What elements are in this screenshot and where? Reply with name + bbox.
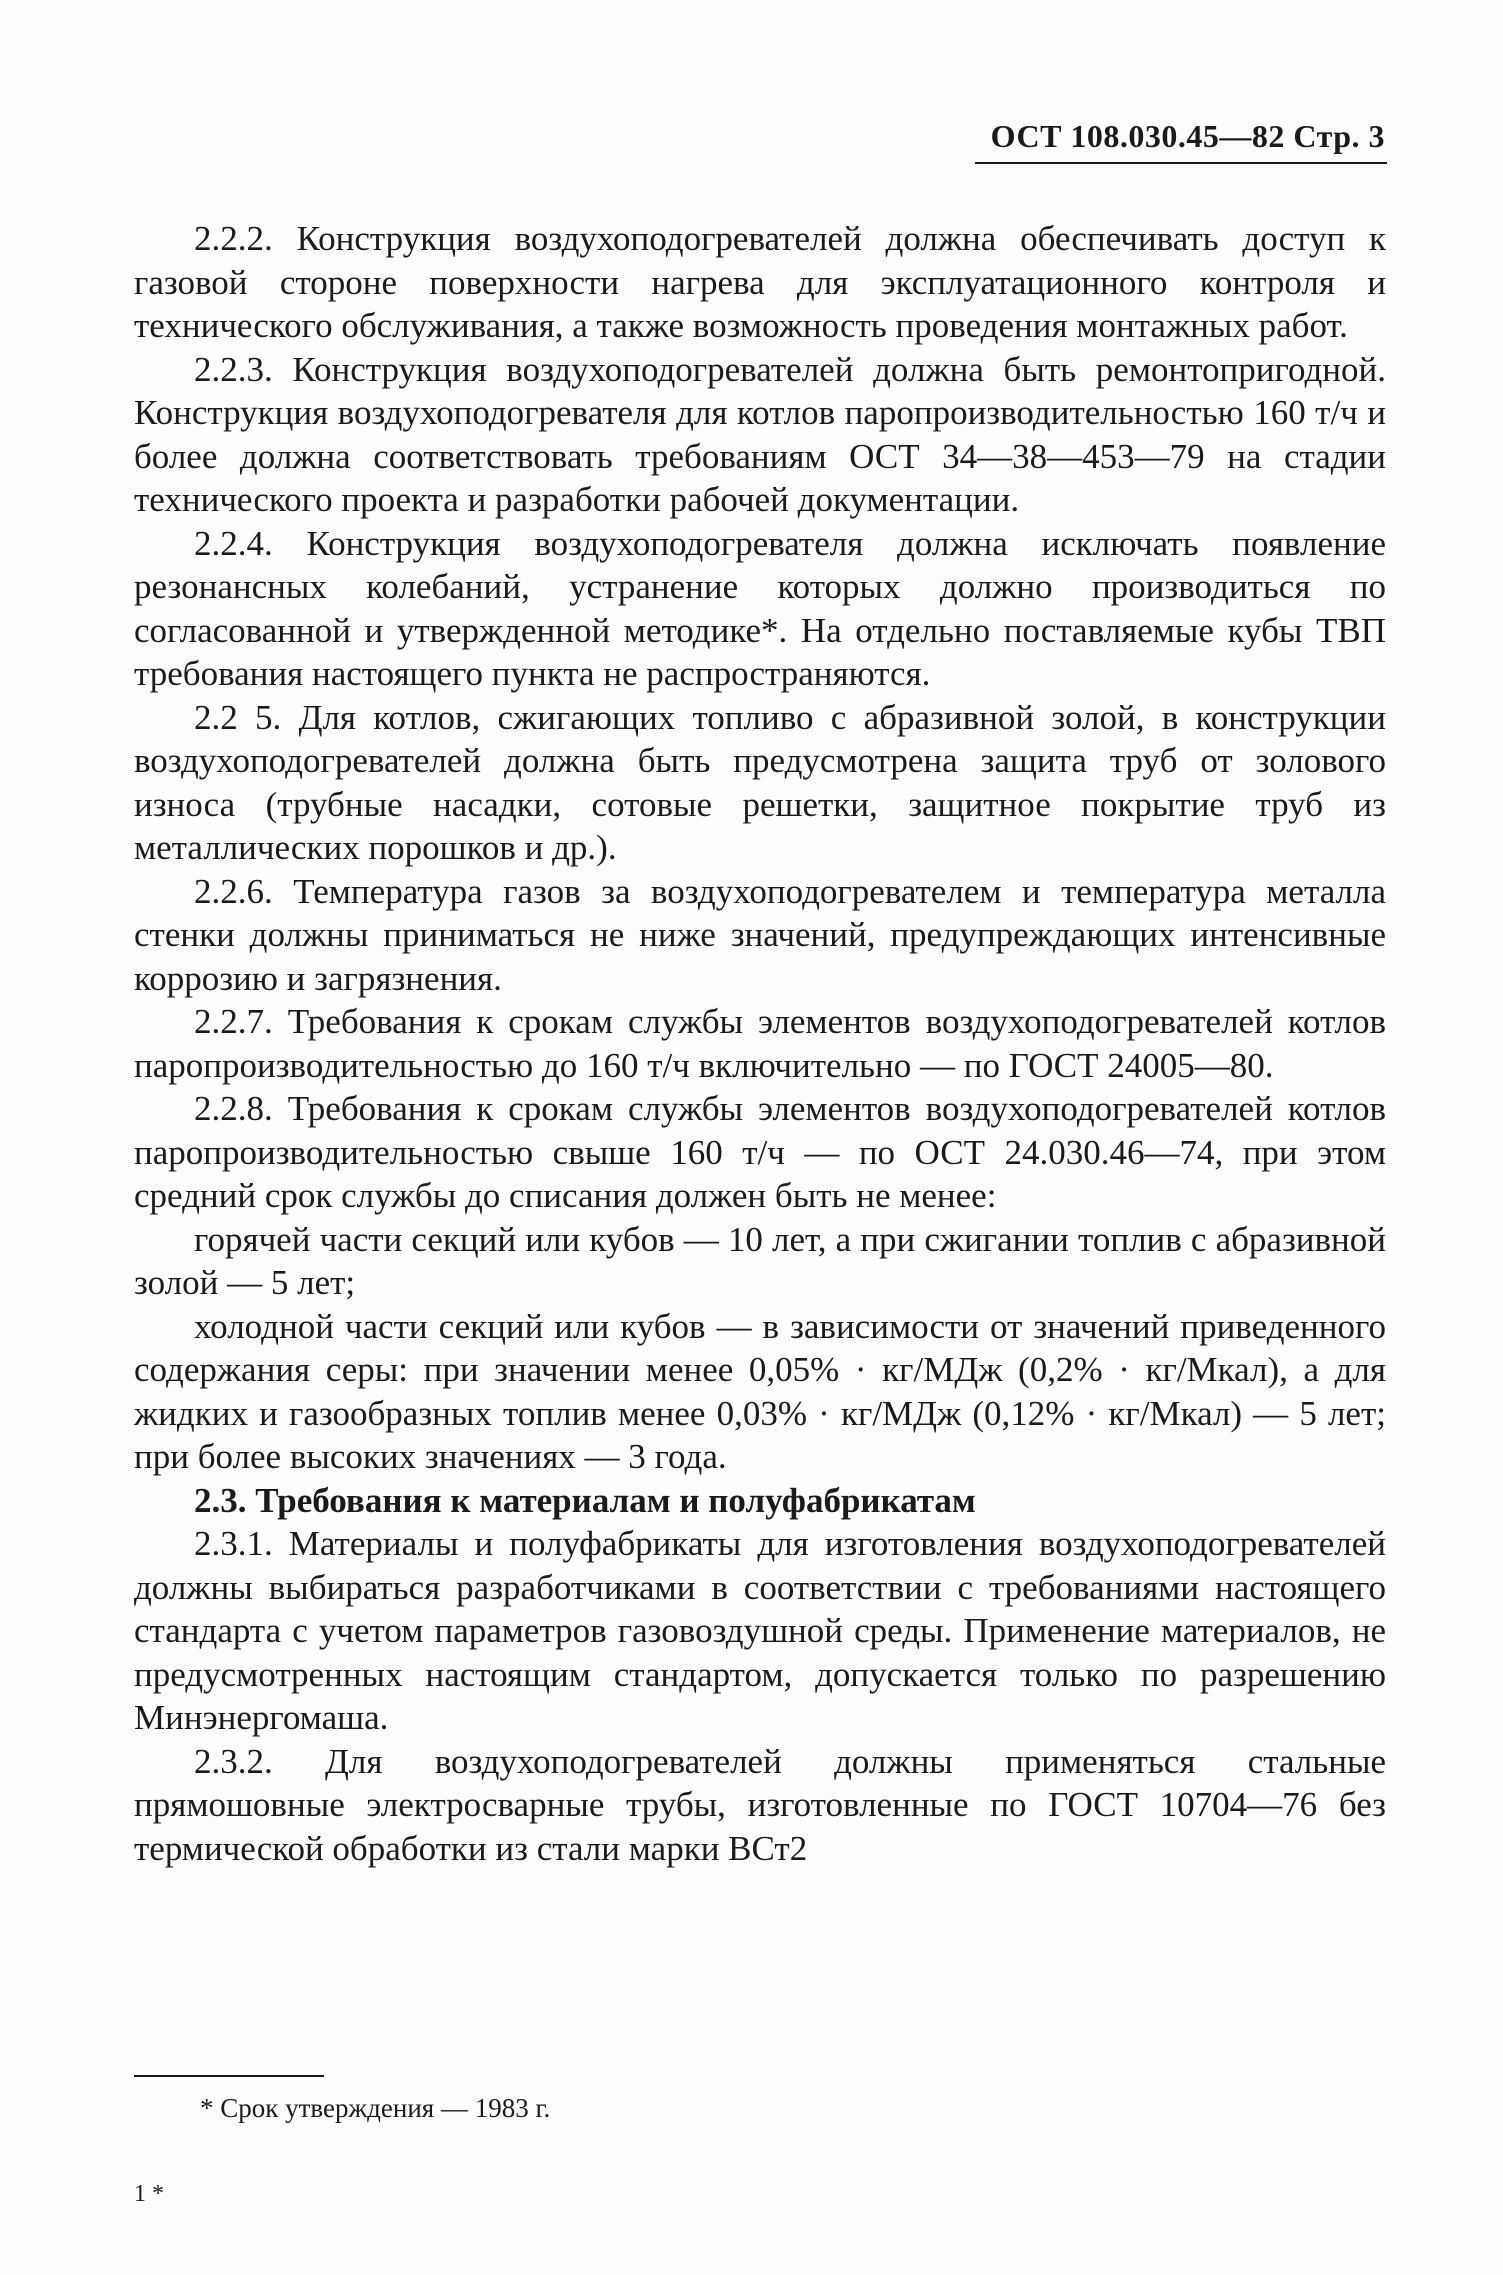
header-rule <box>975 162 1387 164</box>
paragraph-2-3-2: 2.3.2. Для воздухоподогревателей должны применяться стальные прямошовные электросварные трубы, изготовленные по ГОСТ 10704—76 без термической обработки из стали марки ВСт2 <box>134 1741 1386 1868</box>
document-body <box>134 217 1386 1870</box>
section-heading: 2.3. Требования к материалам и полуфабрикатам <box>194 1480 976 1520</box>
paragraph-2-2-4: 2.2.4. Конструкция воздухоподогревателя должна исключать появление резонансных колебаний, устранение которых должно производиться по согласованной и утвержденной методике*. На отдельно поставляемые кубы ТВП требования настоящего пункта не распространяются. <box>134 523 1386 693</box>
paragraph-2-2-8: 2.2.8. Требования к срокам службы элементов воздухоподогревателей котлов паропроизводительностью свыше 160 т/ч — по ОСТ 24.030.46—74, при этом средний срок службы до списания должен быть не менее: <box>134 1089 1386 1215</box>
list-item-hot-part: горячей части секций или кубов — 10 лет, а при сжигании топлив с абразивной золой — 5 лет; <box>134 1219 1386 1302</box>
paragraph-2-2-3: 2.2.3. Конструкция воздухоподогревателей должна быть ремонтопригодной. Конструкция воздухоподогревателя для котлов паропроизводительностью 160 т/ч и более должна соответствовать требованиям ОСТ 34—38—453—79 на стадии технического проекта и разработки рабочей документации. <box>134 349 1386 519</box>
footnote-rule <box>134 2075 324 2077</box>
paragraph-2-2-2: 2.2.2. Конструкция воздухоподогревателей должна обеспечивать доступ к газовой стороне поверхности нагрева для эксплуатационного контроля и технического обслуживания, а также возможность проведения монтажных работ. <box>134 219 1386 345</box>
paragraph-2-3-1: 2.3.1. Материалы и полуфабрикаты для изготовления воздухоподогревателей должны выбираться разработчиками в соответствии с требованиями настоящего стандарта с учетом параметров газовоздушной среды. Применение материалов, не предусмотренных настоящим стандартом, допускается только по разрешению Минэнергомаша. <box>134 1524 1386 1737</box>
footnote: * Срок утверждения — 1983 г. <box>200 2093 551 2123</box>
list-item-cold-part: холодной части секций или кубов — в зависимости от значений приведенного содержания серы: при значении менее 0,05% · кг/МДж (0,2% · кг/Мкал), а для жидких и газообразных топлив менее 0,03% · кг/МДж (0,12% · кг/Мкал) — 5 лет; при более высоких значениях — 3 года. <box>134 1306 1386 1476</box>
paragraph-2-2-7: 2.2.7. Требования к срокам службы элементов воздухоподогревателей котлов паропроизводительностью до 160 т/ч включительно — по ГОСТ 24005—80. <box>134 1002 1386 1085</box>
page-header: ОСТ 108.030.45—82 Стр. 3 <box>990 118 1385 154</box>
paragraph-2-2-5: 2.2 5. Для котлов, сжигающих топливо с абразивной золой, в конструкции воздухоподогревателей должна быть предусмотрена защита труб от золового износа (трубные насадки, сотовые решетки, защитное покрытие труб из металлических порошков и др.). <box>134 697 1386 867</box>
page-mark: 1 * <box>134 2181 164 2207</box>
paragraph-2-2-6: 2.2.6. Температура газов за воздухоподогревателем и температура металла стенки должны приниматься не ниже значений, предупреждающих интенсивные коррозию и загрязнения. <box>134 871 1386 998</box>
